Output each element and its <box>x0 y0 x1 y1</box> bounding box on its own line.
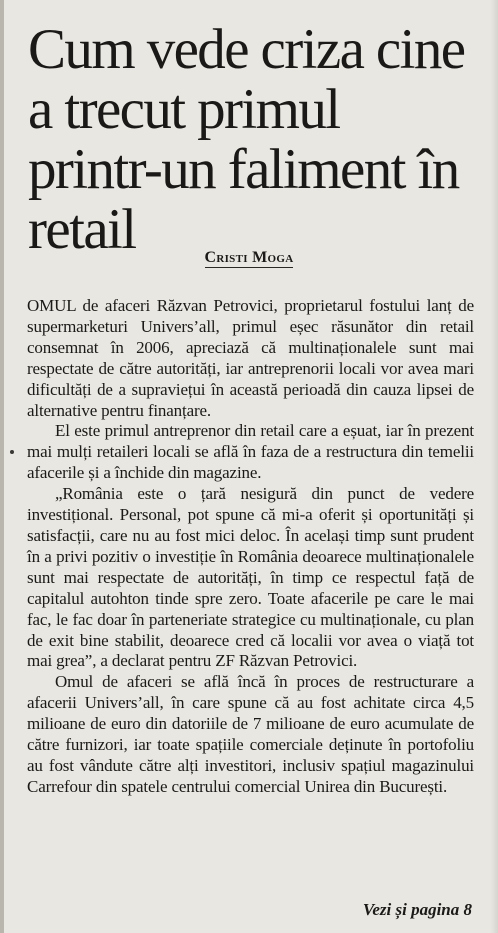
author-name: Cristi Moga <box>204 249 294 266</box>
article-body <box>27 296 474 798</box>
margin-dot <box>10 450 14 454</box>
article-headline: Cum vede criza cine a trecut primul printr-un faliment în retail <box>28 18 465 261</box>
article-paragraph-3: „România este o țară nesigură din punct de vedere investițional. Personal, pot spune că mi-a oferit și oportunități și satisfacții, care nu au fost mici deloc. În același timp sunt prudent în a privi pozitiv o investiție în România deoarece multinaționalele sunt mai respectate de autorități, în timp ce respectul față de capitalul autohton tinde spre zero. Toate afacerile pe care le mai fac, le fac doar în parteneriate strategice cu multinaționale, cu plan de exit bine stabilit, deoarece cred că localii vor avea o viață tot mai grea”, a declarat pentru ZF Răzvan Petrovici. <box>27 484 474 671</box>
article-byline <box>0 249 498 267</box>
article-paragraph-2: El este primul antreprenor din retail care a eșuat, iar în prezent mai mulți retaileri locali se află în faza de a restructura din temelii afacerile și a închide din magazine. <box>27 421 474 483</box>
article-paragraph-1: OMUL de afaceri Răzvan Petrovici, proprietarul fostului lanț de supermarketuri Univers’all, primul eșec răsunător din retail consemnat în 2006, apreciază că multinaționalele sunt mai respectate de către autorități, iar antreprenorii locali vor avea mari dificultăți de a supraviețui în această perioadă din cauza lipsei de alternative pentru finanțare. <box>27 296 474 420</box>
page-edge-shadow <box>490 0 498 933</box>
article-paragraph-4: Omul de afaceri se află încă în proces de restructurare a afacerii Univers’all, în care spune că au fost achitate circa 4,5 milioane de euro din datoriile de 7 milioane de euro acumulate de către furnizori, iar toate spațiile comerciale deținute în portofoliu au fost vândute către alți investitori, inclusiv spațiul magazinului Carrefour din spatele centrului comercial Unirea din București. <box>27 672 474 796</box>
continuation-note: Vezi și pagina 8 <box>362 900 472 919</box>
left-column-rule <box>0 0 4 933</box>
